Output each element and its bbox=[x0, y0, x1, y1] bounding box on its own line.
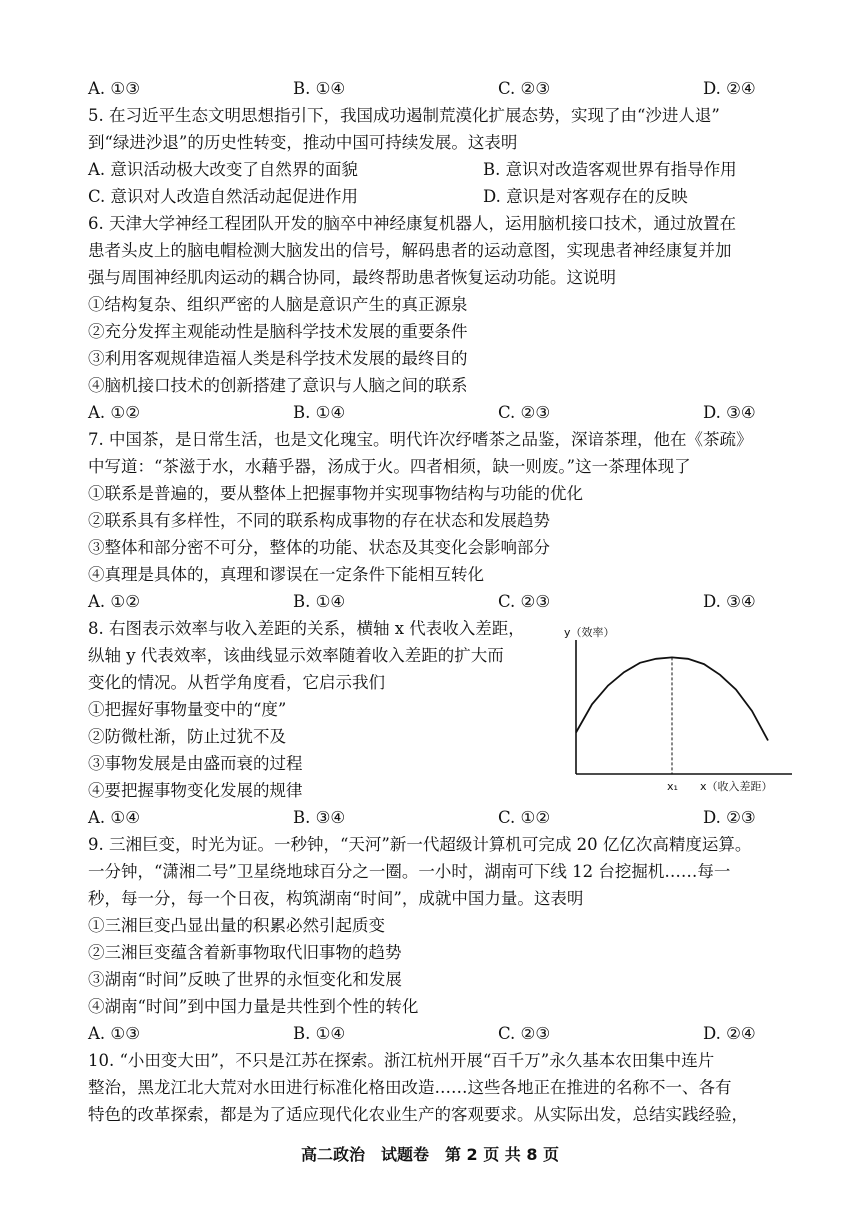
q8-option-a: A. ①④ bbox=[88, 808, 140, 827]
q6-option-a: A. ①② bbox=[88, 403, 140, 422]
q10-stem-line-1: 10. “小田变大田”，不只是江苏在探索。浙江杭州开展“百千万”永久基本农田集中连片 bbox=[88, 1051, 715, 1070]
q7-option-c: C. ②③ bbox=[498, 592, 551, 611]
q7-option-a: A. ①② bbox=[88, 592, 140, 611]
q9-option-a: A. ①③ bbox=[88, 1024, 140, 1043]
q9-option-b: B. ①④ bbox=[293, 1024, 346, 1043]
q8-item-2: ②防微杜渐，防止过犹不及 bbox=[88, 727, 286, 746]
q7-item-1: ①联系是普遍的，要从整体上把握事物并实现事物结构与功能的优化 bbox=[88, 484, 583, 503]
q10-stem-line-3: 特色的改革探索，都是为了适应现代化农业生产的客观要求。从实际出发，总结实践经验， bbox=[88, 1105, 748, 1124]
q6-item-3: ③利用客观规律造福人类是科学技术发展的最终目的 bbox=[88, 349, 468, 368]
q9-item-3: ③湖南“时间”反映了世界的永恒变化和发展 bbox=[88, 970, 402, 989]
q8-stem-line-3: 变化的情况。从哲学角度看，它启示我们 bbox=[88, 673, 385, 692]
q5-option-c: C. 意识对人改造自然活动起促进作用 bbox=[88, 187, 359, 206]
x-axis-label: x（收入差距） bbox=[700, 780, 773, 793]
q7-stem-line-2: 中写道：“茶滋于水，水藉乎器，汤成于火。四者相须，缺一则废。”这一茶理体现了 bbox=[88, 457, 691, 476]
q9-stem-line-2: 一分钟，“潇湘二号”卫星绕地球百分之一圈。一小时，湖南可下线 12 台挖掘机……每一 bbox=[88, 862, 731, 881]
q7-item-3: ③整体和部分密不可分，整体的功能、状态及其变化会影响部分 bbox=[88, 538, 550, 557]
q8-option-d: D. ②③ bbox=[703, 808, 756, 827]
q6-option-b: B. ①④ bbox=[293, 403, 346, 422]
q9-stem-line-3: 秒，每一分，每一个日夜，构筑湖南“时间”，成就中国力量。这表明 bbox=[88, 889, 584, 908]
q6-item-1: ①结构复杂、组织严密的人脑是意识产生的真正源泉 bbox=[88, 295, 468, 314]
q7-item-4: ④真理是具体的，真理和谬误在一定条件下能相互转化 bbox=[88, 565, 484, 584]
q4-options bbox=[88, 78, 778, 100]
q6-stem-line-2: 患者头皮上的脑电帽检测大脑发出的信号，解码患者的运动意图，实现患者神经康复并加 bbox=[88, 241, 732, 260]
q4-option-d: D. ②④ bbox=[703, 79, 756, 98]
q4-option-b: B. ①④ bbox=[293, 79, 346, 98]
q6-option-d: D. ③④ bbox=[703, 403, 756, 422]
q8-item-1: ①把握好事物量变中的“度” bbox=[88, 700, 287, 719]
q6-item-4: ④脑机接口技术的创新搭建了意识与人脑之间的联系 bbox=[88, 376, 468, 395]
q8-stem-line-1: 8. 右图表示效率与收入差距的关系，横轴 x 代表收入差距， bbox=[88, 619, 525, 638]
q7-options bbox=[88, 591, 778, 613]
q5-stem-line-2: 到“绿进沙退”的历史性转变，推动中国可持续发展。这表明 bbox=[88, 133, 518, 152]
q9-option-d: D. ②④ bbox=[703, 1024, 756, 1043]
q7-stem-line-1: 7. 中国茶，是日常生活，也是文化瑰宝。明代许次纾嗜茶之品鉴，深谙茶理，他在《茶疏》 bbox=[88, 430, 753, 449]
q9-item-1: ①三湘巨变凸显出量的积累必然引起质变 bbox=[88, 916, 385, 935]
y-axis-label: y（效率） bbox=[564, 626, 615, 639]
q4-option-c: C. ②③ bbox=[498, 79, 551, 98]
q5-stem-line-1: 5. 在习近平生态文明思想指引下，我国成功遏制荒漠化扩展态势，实现了由“沙进人退” bbox=[88, 106, 720, 125]
q7-item-2: ②联系具有多样性，不同的联系构成事物的存在状态和发展趋势 bbox=[88, 511, 550, 530]
q8-option-b: B. ③④ bbox=[293, 808, 346, 827]
q8-item-4: ④要把握事物变化发展的规律 bbox=[88, 781, 303, 800]
page-footer: 高二政治 试题卷 第 2 页 共 8 页 bbox=[300, 1145, 560, 1164]
q8-options bbox=[88, 807, 778, 829]
q9-options bbox=[88, 1023, 778, 1045]
q8-stem-line-2: 纵轴 y 代表效率，该曲线显示效率随着收入差距的扩大而 bbox=[88, 646, 504, 665]
efficiency-income-chart bbox=[560, 618, 800, 818]
q6-item-2: ②充分发挥主观能动性是脑科学技术发展的重要条件 bbox=[88, 322, 468, 341]
q9-stem-line-1: 9. 三湘巨变，时光为证。一秒钟，“天河”新一代超级计算机可完成 20 亿亿次高精度运算。 bbox=[88, 835, 752, 854]
q10-stem-line-2: 整治，黑龙江北大荒对水田进行标准化格田改造……这些各地正在推进的名称不一、各有 bbox=[88, 1078, 732, 1097]
q5-option-a: A. 意识活动极大改变了自然界的面貌 bbox=[88, 160, 358, 179]
q6-stem-line-3: 强与周围神经肌肉运动的耦合协同，最终帮助患者恢复运动功能。这说明 bbox=[88, 268, 616, 287]
q7-option-b: B. ①④ bbox=[293, 592, 346, 611]
q6-options bbox=[88, 402, 778, 424]
q9-item-2: ②三湘巨变蕴含着新事物取代旧事物的趋势 bbox=[88, 943, 402, 962]
q4-option-a: A. ①③ bbox=[88, 79, 140, 98]
q9-item-4: ④湖南“时间”到中国力量是共性到个性的转化 bbox=[88, 997, 419, 1016]
q9-option-c: C. ②③ bbox=[498, 1024, 551, 1043]
q6-stem-line-1: 6. 天津大学神经工程团队开发的脑卒中神经康复机器人，运用脑机接口技术，通过放置在 bbox=[88, 214, 736, 233]
x1-marker-label: x₁ bbox=[667, 780, 678, 793]
q6-option-c: C. ②③ bbox=[498, 403, 551, 422]
q8-item-3: ③事物发展是由盛而衰的过程 bbox=[88, 754, 303, 773]
q5-option-b: B. 意识对改造客观世界有指导作用 bbox=[483, 160, 737, 179]
q5-option-d: D. 意识是对客观存在的反映 bbox=[483, 187, 688, 206]
q7-option-d: D. ③④ bbox=[703, 592, 756, 611]
q8-option-c: C. ①② bbox=[498, 808, 551, 827]
